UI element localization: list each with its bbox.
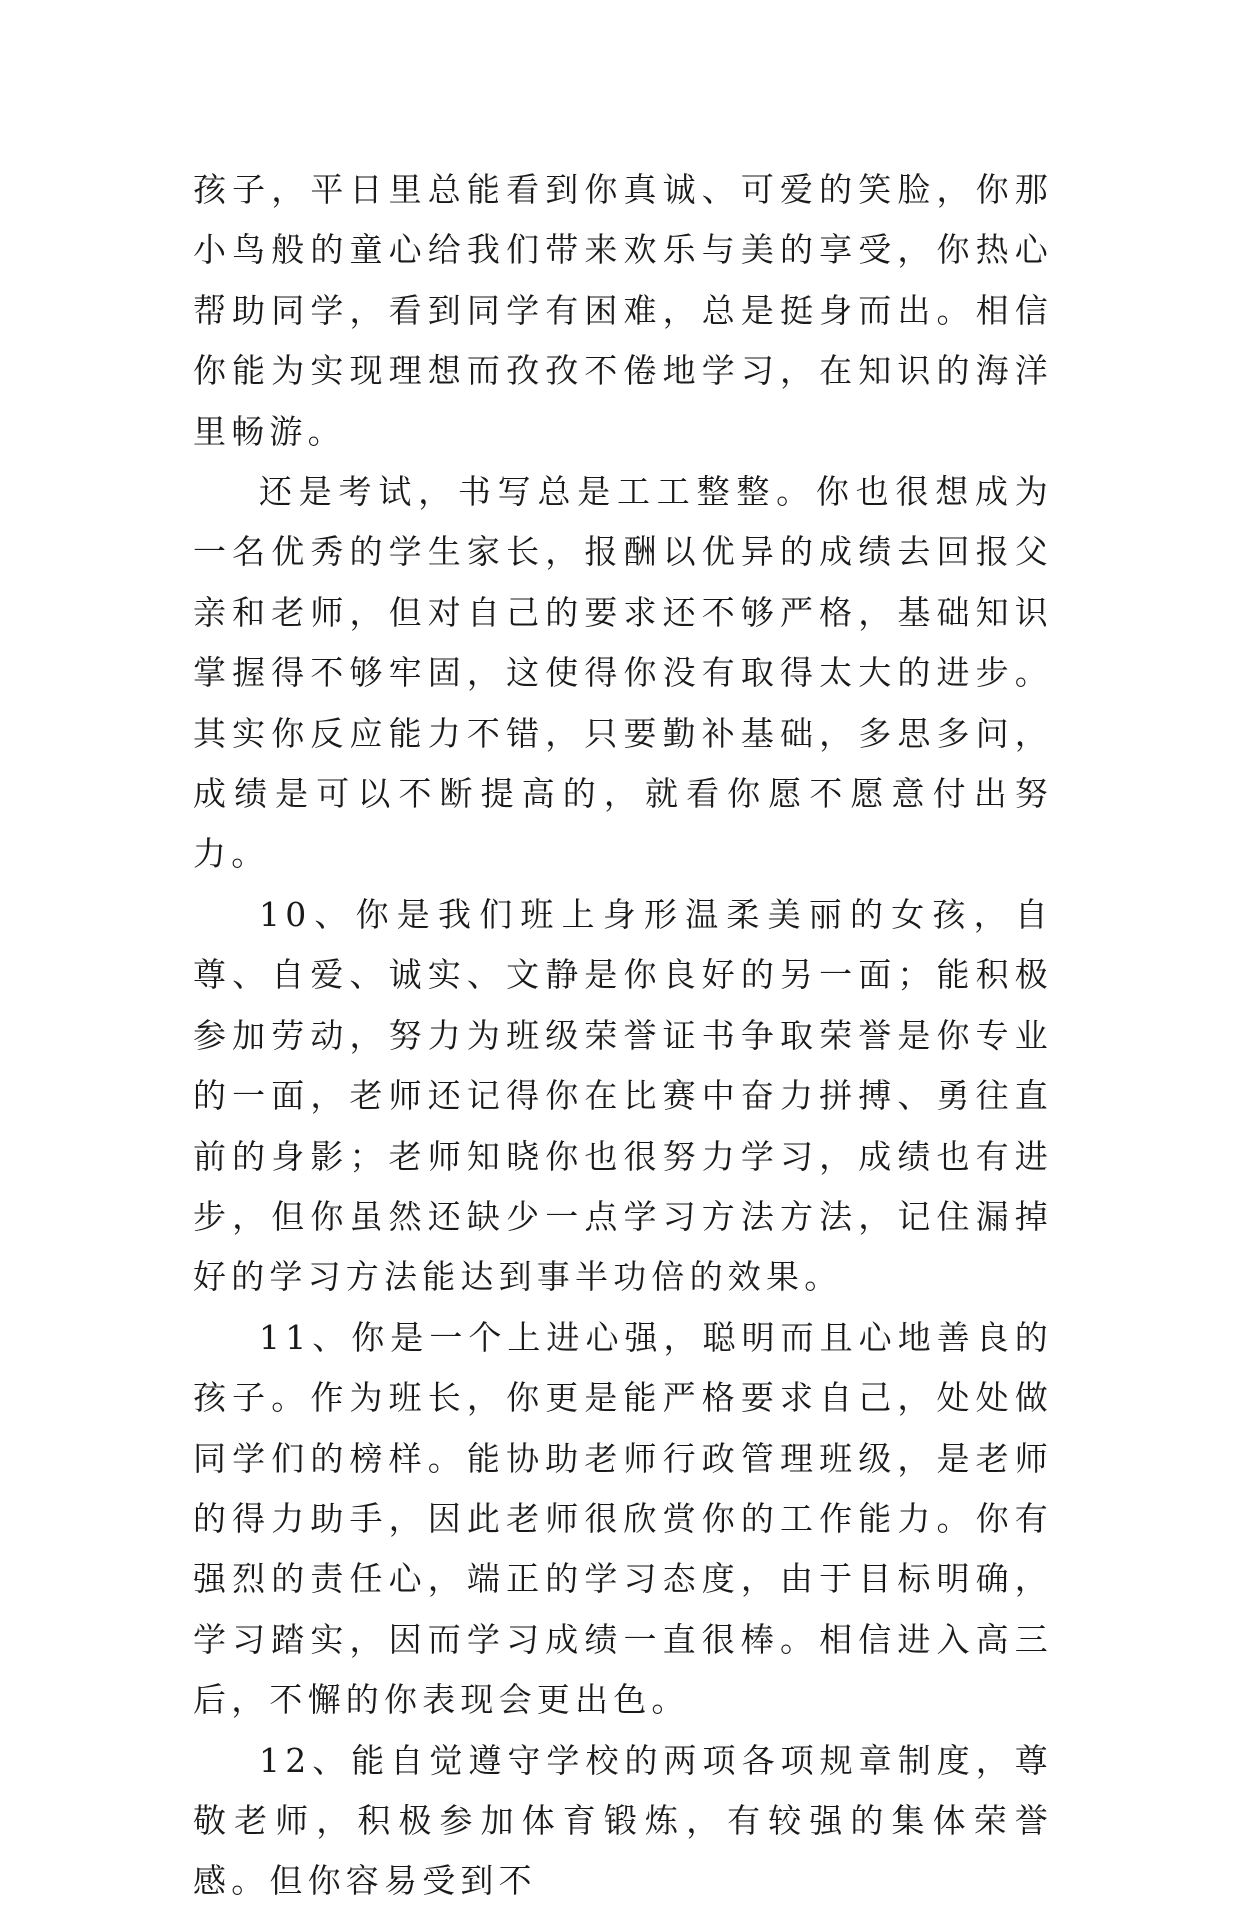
paragraph-2: 还是考试，书写总是工工整整。你也很想成为一名优秀的学生家长，报酬以优异的成绩去回报父亲和老师，但对自己的要求还不够严格，基础知识掌握得不够牢固，这使得你没有取得太大的进步。其实你反应能力不错，只要勤补基础，多思多问，成绩是可以不断提高的，就看你愿不愿意付出努力。 xyxy=(193,472,1053,874)
paragraph-4: 11、你是一个上进心强，聪明而且心地善良的孩子。作为班长，你更是能严格要求自己，处处做同学们的榜样。能协助老师行政管理班级，是老师的得力助手，因此老师很欣赏你的工作能力。你有强烈的责任心，端正的学习态度，由于目标明确，学习踏实，因而学习成绩一直很棒。相信进入高三后，不懈的你表现会更出色。 xyxy=(193,1317,1053,1720)
document-body xyxy=(193,160,1053,1912)
paragraph-3: 10、你是我们班上身形温柔美丽的女孩，自尊、自爱、诚实、文静是你良好的另一面；能积极参加劳动，努力为班级荣誉证书争取荣誉是你专业的一面，老师还记得你在比赛中奋力拼搏、勇往直前的身影；老师知晓你也很努力学习，成绩也有进步，但你虽然还缺少一点学习方法方法，记住漏掉好的学习方法能达到事半功倍的效果。 xyxy=(193,894,1053,1297)
paragraph-1: 孩子，平日里总能看到你真诚、可爱的笑脸，你那小鸟般的童心给我们带来欢乐与美的享受，你热心帮助同学，看到同学有困难，总是挺身而出。相信你能为实现理想而孜孜不倦地学习，在知识的海洋里畅游。 xyxy=(193,170,1053,451)
paragraph-5: 12、能自觉遵守学校的两项各项规章制度，尊敬老师，积极参加体育锻炼，有较强的集体荣誉感。但你容易受到不 xyxy=(193,1740,1053,1901)
